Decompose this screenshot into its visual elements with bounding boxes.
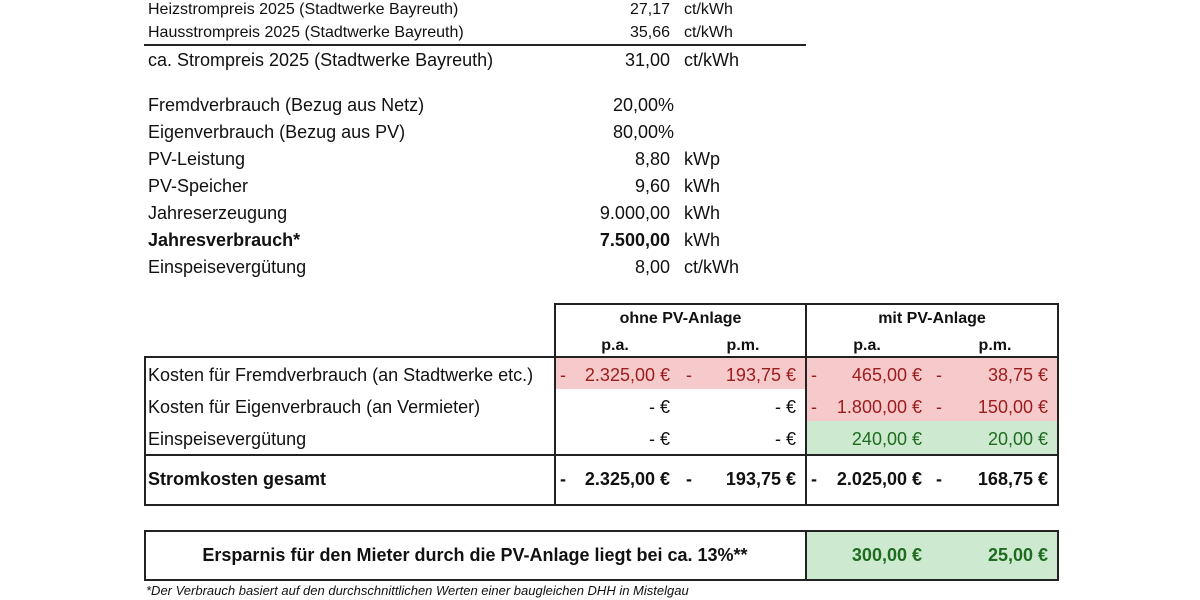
row2-ohne-pa-value: - € bbox=[648, 397, 670, 417]
param-value-fremdverbrauch: 20,00% bbox=[612, 95, 674, 115]
param-value-jahresverbrauch: 7.500,00 bbox=[599, 230, 670, 250]
param-unit-pv-leistung: kWp bbox=[684, 149, 720, 169]
row1-mit-pm-sign: - bbox=[936, 365, 942, 385]
price-unit-heizstrom: ct/kWh bbox=[684, 1, 733, 18]
sum-divider bbox=[144, 44, 806, 46]
table-left-border bbox=[144, 356, 146, 506]
row1-ohne-pm-value: 193,75 € bbox=[725, 365, 796, 385]
price-unit-hausstrom: ct/kWh bbox=[684, 24, 733, 41]
param-label-pv-leistung: PV-Leistung bbox=[148, 149, 246, 169]
param-unit-pv-speicher: kWh bbox=[684, 176, 720, 196]
param-label-jahreserzeugung: Jahreserzeugung bbox=[148, 203, 288, 223]
price-value-strompreis: 31,00 bbox=[624, 50, 670, 70]
total-ohne-pm-value: 193,75 € bbox=[725, 469, 796, 489]
total-ohne-pm-sign: - bbox=[686, 469, 692, 489]
table-body-border bbox=[144, 454, 1059, 456]
row-label-fremdverbrauch: Kosten für Fremdverbrauch (an Stadtwerke etc.) bbox=[148, 365, 534, 385]
row1-mit-pm-value: 38,75 € bbox=[987, 365, 1048, 385]
total-mit-pm-value: 168,75 € bbox=[977, 469, 1048, 489]
total-label: Stromkosten gesamt bbox=[148, 469, 327, 489]
row3-mit-pa-value: 240,00 € bbox=[851, 429, 922, 449]
row1-mit-pa-value: 465,00 € bbox=[851, 365, 922, 385]
price-value-heizstrom: 27,17 bbox=[629, 1, 670, 18]
row-label-eigenverbrauch: Kosten für Eigenverbrauch (an Vermieter) bbox=[148, 397, 481, 417]
total-ohne-pa-value: 2.325,00 € bbox=[584, 469, 670, 489]
param-value-einspeiseverguetung: 8,00 bbox=[634, 257, 670, 277]
param-unit-jahresverbrauch: kWh bbox=[684, 230, 720, 250]
param-value-eigenverbrauch: 80,00% bbox=[612, 122, 674, 142]
row1-ohne-pa-sign: - bbox=[560, 365, 566, 385]
subheader-ohne-pm: p.m. bbox=[726, 337, 760, 354]
price-value-hausstrom: 35,66 bbox=[629, 24, 670, 41]
row1-ohne-pm-sign: - bbox=[686, 365, 692, 385]
price-label-hausstrom: Hausstrompreis 2025 (Stadtwerke Bayreuth) bbox=[148, 24, 464, 41]
row3-ohne-pa-value: - € bbox=[648, 429, 670, 449]
total-mit-pa-sign: - bbox=[811, 469, 817, 489]
row2-mit-pm-value: 150,00 € bbox=[977, 397, 1048, 417]
row1-ohne-pa-value: 2.325,00 € bbox=[584, 365, 670, 385]
footnote: *Der Verbrauch basiert auf den durchschnittlichen Werten einer baugleichen DHH in Mistelgau bbox=[146, 583, 689, 598]
table-right-border bbox=[1057, 303, 1059, 506]
savings-pm-value: 25,00 € bbox=[987, 545, 1048, 565]
subheader-ohne-pa: p.a. bbox=[601, 337, 629, 354]
price-label-strompreis: ca. Strompreis 2025 (Stadtwerke Bayreuth) bbox=[148, 50, 494, 70]
savings-divider bbox=[805, 530, 807, 581]
header-mit-pv: mit PV-Anlage bbox=[878, 310, 986, 327]
header-ohne-pv: ohne PV-Anlage bbox=[619, 310, 742, 327]
row2-mit-pa-value: 1.800,00 € bbox=[836, 397, 922, 417]
param-unit-jahreserzeugung: kWh bbox=[684, 203, 720, 223]
subheader-mit-pm: p.m. bbox=[978, 337, 1012, 354]
row2-mit-pa-sign: - bbox=[811, 397, 817, 417]
param-value-pv-speicher: 9,60 bbox=[634, 176, 670, 196]
total-mit-pm-sign: - bbox=[936, 469, 942, 489]
param-value-jahreserzeugung: 9.000,00 bbox=[599, 203, 670, 223]
total-mit-pa-value: 2.025,00 € bbox=[836, 469, 922, 489]
row2-mit-pm-sign: - bbox=[936, 397, 942, 417]
param-label-jahresverbrauch: Jahresverbrauch* bbox=[148, 230, 301, 250]
table-bottom-border bbox=[144, 504, 1059, 506]
table-col-divider-2 bbox=[805, 303, 807, 506]
table-col-divider-1 bbox=[554, 303, 556, 506]
param-label-pv-speicher: PV-Speicher bbox=[148, 176, 249, 196]
subheader-mit-pa: p.a. bbox=[853, 337, 881, 354]
savings-label: Ersparnis für den Mieter durch die PV-Anlage liegt bei ca. 13%** bbox=[202, 545, 748, 565]
savings-pa-value: 300,00 € bbox=[851, 545, 922, 565]
total-ohne-pa-sign: - bbox=[560, 469, 566, 489]
price-unit-strompreis: ct/kWh bbox=[684, 50, 740, 70]
param-label-fremdverbrauch: Fremdverbrauch (Bezug aus Netz) bbox=[148, 95, 425, 115]
param-label-eigenverbrauch: Eigenverbrauch (Bezug aus PV) bbox=[148, 122, 406, 142]
param-label-einspeiseverguetung: Einspeisevergütung bbox=[148, 257, 307, 277]
row3-ohne-pm-value: - € bbox=[774, 429, 796, 449]
row2-ohne-pm-value: - € bbox=[774, 397, 796, 417]
table-header-border bbox=[144, 356, 1059, 358]
price-label-heizstrom: Heizstrompreis 2025 (Stadtwerke Bayreuth) bbox=[148, 1, 459, 18]
row1-mit-pa-sign: - bbox=[811, 365, 817, 385]
row-label-einspeiseverguetung: Einspeisevergütung bbox=[148, 429, 307, 449]
param-value-pv-leistung: 8,80 bbox=[634, 149, 670, 169]
param-unit-einspeiseverguetung: ct/kWh bbox=[684, 257, 740, 277]
row3-mit-pm-value: 20,00 € bbox=[987, 429, 1048, 449]
